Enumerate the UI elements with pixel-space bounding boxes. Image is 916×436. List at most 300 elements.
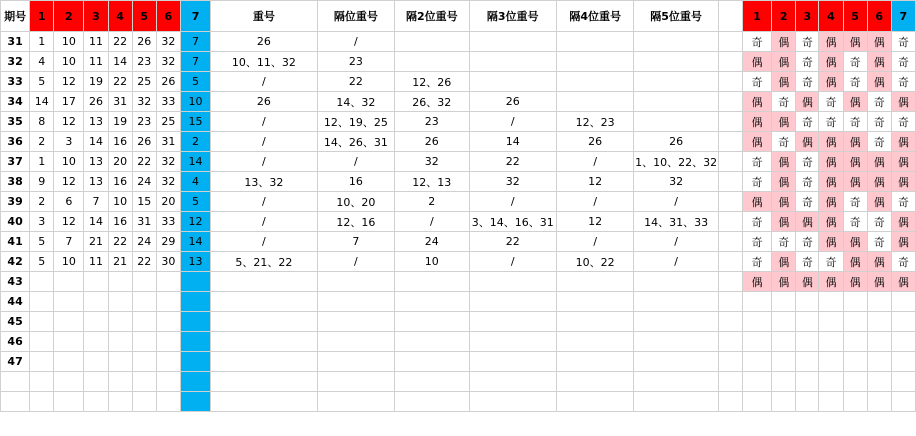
parity-cell[interactable]: [867, 392, 891, 412]
number-cell[interactable]: 4: [30, 52, 54, 72]
number-cell[interactable]: 16: [108, 132, 132, 152]
repeat-cell[interactable]: /: [211, 192, 318, 212]
number-cell[interactable]: 32: [132, 92, 156, 112]
parity-cell[interactable]: 奇: [819, 112, 843, 132]
parity-cell[interactable]: 偶: [867, 192, 891, 212]
parity-cell[interactable]: 偶: [891, 172, 915, 192]
parity-cell[interactable]: [867, 372, 891, 392]
number-cell[interactable]: 32: [156, 52, 180, 72]
parity-cell[interactable]: 偶: [772, 152, 796, 172]
gap4-cell[interactable]: [556, 352, 633, 372]
gap4-cell[interactable]: [556, 272, 633, 292]
parity-cell[interactable]: 奇: [796, 172, 819, 192]
number-cell[interactable]: 24: [132, 172, 156, 192]
parity-cell[interactable]: 偶: [772, 252, 796, 272]
parity-cell[interactable]: 偶: [891, 92, 915, 112]
number-cell[interactable]: 8: [30, 112, 54, 132]
parity-cell[interactable]: 偶: [772, 32, 796, 52]
repeat-cell[interactable]: /: [211, 212, 318, 232]
gap4-cell[interactable]: /: [556, 192, 633, 212]
gap5-cell[interactable]: [634, 392, 718, 412]
number-cell[interactable]: 3: [54, 132, 84, 152]
gap3-cell[interactable]: [469, 32, 556, 52]
gap5-cell[interactable]: [634, 372, 718, 392]
parity-cell[interactable]: 奇: [742, 252, 771, 272]
gap4-cell[interactable]: [556, 372, 633, 392]
gap2-cell[interactable]: 12、13: [395, 172, 469, 192]
parity-cell[interactable]: 偶: [843, 32, 867, 52]
number-cell[interactable]: [54, 272, 84, 292]
number-cell[interactable]: 10: [108, 192, 132, 212]
parity-cell[interactable]: 偶: [891, 232, 915, 252]
number-cell[interactable]: 16: [108, 212, 132, 232]
number-cell[interactable]: 7: [84, 192, 108, 212]
blue-number-cell[interactable]: 12: [180, 212, 210, 232]
spacer-cell[interactable]: [718, 192, 742, 212]
parity-cell[interactable]: 奇: [843, 192, 867, 212]
parity-cell[interactable]: [772, 372, 796, 392]
gap4-cell[interactable]: [556, 312, 633, 332]
parity-cell[interactable]: [772, 392, 796, 412]
parity-cell[interactable]: [891, 352, 915, 372]
parity-cell[interactable]: [843, 332, 867, 352]
blue-number-cell[interactable]: [180, 292, 210, 312]
gap2-cell[interactable]: [395, 392, 469, 412]
parity-cell[interactable]: [772, 332, 796, 352]
number-cell[interactable]: 31: [132, 212, 156, 232]
parity-cell[interactable]: 偶: [867, 52, 891, 72]
gap5-cell[interactable]: [634, 352, 718, 372]
gap5-cell[interactable]: [634, 92, 718, 112]
parity-cell[interactable]: 奇: [796, 112, 819, 132]
gap2-cell[interactable]: 12、26: [395, 72, 469, 92]
number-cell[interactable]: [84, 352, 108, 372]
period-cell[interactable]: 42: [1, 252, 30, 272]
period-cell[interactable]: 31: [1, 32, 30, 52]
blue-number-cell[interactable]: 14: [180, 232, 210, 252]
number-cell[interactable]: 3: [30, 212, 54, 232]
number-cell[interactable]: [30, 352, 54, 372]
number-cell[interactable]: 29: [156, 232, 180, 252]
parity-cell[interactable]: 奇: [843, 52, 867, 72]
gap5-cell[interactable]: 26: [634, 132, 718, 152]
period-cell[interactable]: 37: [1, 152, 30, 172]
parity-cell[interactable]: 偶: [843, 272, 867, 292]
gap2-cell[interactable]: 26: [395, 132, 469, 152]
number-cell[interactable]: 31: [108, 92, 132, 112]
number-cell[interactable]: [108, 392, 132, 412]
repeat-cell[interactable]: [211, 392, 318, 412]
gap1-cell[interactable]: 14、26、31: [317, 132, 394, 152]
number-cell[interactable]: 11: [84, 52, 108, 72]
number-cell[interactable]: 17: [54, 92, 84, 112]
number-cell[interactable]: [132, 352, 156, 372]
number-cell[interactable]: [108, 312, 132, 332]
number-cell[interactable]: 9: [30, 172, 54, 192]
parity-cell[interactable]: 奇: [742, 32, 771, 52]
number-cell[interactable]: [30, 292, 54, 312]
parity-cell[interactable]: [843, 372, 867, 392]
parity-cell[interactable]: 偶: [742, 192, 771, 212]
number-cell[interactable]: 5: [30, 252, 54, 272]
number-cell[interactable]: 22: [108, 72, 132, 92]
number-cell[interactable]: [30, 312, 54, 332]
parity-cell[interactable]: [796, 372, 819, 392]
gap5-cell[interactable]: [634, 72, 718, 92]
blue-number-cell[interactable]: 4: [180, 172, 210, 192]
blue-number-cell[interactable]: [180, 372, 210, 392]
number-cell[interactable]: 25: [132, 72, 156, 92]
spacer-cell[interactable]: [718, 212, 742, 232]
parity-cell[interactable]: 奇: [819, 252, 843, 272]
parity-cell[interactable]: 奇: [796, 32, 819, 52]
period-cell[interactable]: 32: [1, 52, 30, 72]
gap4-cell[interactable]: [556, 72, 633, 92]
gap3-cell[interactable]: [469, 372, 556, 392]
parity-cell[interactable]: [796, 352, 819, 372]
parity-cell[interactable]: 偶: [819, 132, 843, 152]
number-cell[interactable]: [156, 272, 180, 292]
number-cell[interactable]: 13: [84, 172, 108, 192]
number-cell[interactable]: [54, 292, 84, 312]
parity-cell[interactable]: 偶: [843, 152, 867, 172]
number-cell[interactable]: 22: [132, 252, 156, 272]
gap2-cell[interactable]: /: [395, 212, 469, 232]
number-cell[interactable]: 32: [156, 32, 180, 52]
gap4-cell[interactable]: 12: [556, 212, 633, 232]
gap5-cell[interactable]: /: [634, 252, 718, 272]
number-cell[interactable]: 23: [132, 112, 156, 132]
gap3-cell[interactable]: [469, 272, 556, 292]
number-cell[interactable]: [30, 392, 54, 412]
parity-cell[interactable]: [742, 372, 771, 392]
number-cell[interactable]: 10: [54, 152, 84, 172]
number-cell[interactable]: 13: [84, 112, 108, 132]
spacer-cell[interactable]: [718, 32, 742, 52]
gap2-cell[interactable]: [395, 32, 469, 52]
blue-number-cell[interactable]: 10: [180, 92, 210, 112]
parity-cell[interactable]: 奇: [742, 172, 771, 192]
parity-cell[interactable]: 偶: [819, 72, 843, 92]
number-cell[interactable]: 10: [54, 32, 84, 52]
number-cell[interactable]: [54, 392, 84, 412]
parity-cell[interactable]: 偶: [819, 212, 843, 232]
repeat-cell[interactable]: [211, 332, 318, 352]
number-cell[interactable]: 12: [54, 212, 84, 232]
gap5-cell[interactable]: [634, 32, 718, 52]
parity-cell[interactable]: [891, 372, 915, 392]
number-cell[interactable]: 14: [84, 212, 108, 232]
parity-cell[interactable]: [867, 332, 891, 352]
gap1-cell[interactable]: [317, 372, 394, 392]
number-cell[interactable]: 21: [84, 232, 108, 252]
parity-cell[interactable]: 奇: [843, 212, 867, 232]
gap2-cell[interactable]: [395, 352, 469, 372]
gap3-cell[interactable]: [469, 392, 556, 412]
blue-number-cell[interactable]: 13: [180, 252, 210, 272]
number-cell[interactable]: 12: [54, 112, 84, 132]
gap3-cell[interactable]: 32: [469, 172, 556, 192]
parity-cell[interactable]: 奇: [891, 252, 915, 272]
number-cell[interactable]: [30, 372, 54, 392]
number-cell[interactable]: 1: [30, 152, 54, 172]
blue-number-cell[interactable]: 5: [180, 192, 210, 212]
gap4-cell[interactable]: [556, 332, 633, 352]
parity-cell[interactable]: [819, 332, 843, 352]
number-cell[interactable]: [156, 292, 180, 312]
spacer-cell[interactable]: [718, 372, 742, 392]
parity-cell[interactable]: [819, 292, 843, 312]
parity-cell[interactable]: 偶: [891, 212, 915, 232]
number-cell[interactable]: 14: [108, 52, 132, 72]
number-cell[interactable]: [84, 272, 108, 292]
period-cell[interactable]: 34: [1, 92, 30, 112]
number-cell[interactable]: [132, 272, 156, 292]
number-cell[interactable]: 25: [156, 112, 180, 132]
number-cell[interactable]: [54, 372, 84, 392]
gap3-cell[interactable]: /: [469, 252, 556, 272]
blue-number-cell[interactable]: 7: [180, 32, 210, 52]
repeat-cell[interactable]: /: [211, 152, 318, 172]
parity-cell[interactable]: 奇: [772, 92, 796, 112]
gap3-cell[interactable]: [469, 72, 556, 92]
gap4-cell[interactable]: 10、22: [556, 252, 633, 272]
number-cell[interactable]: 11: [84, 252, 108, 272]
repeat-cell[interactable]: [211, 272, 318, 292]
gap3-cell[interactable]: [469, 312, 556, 332]
number-cell[interactable]: 31: [156, 132, 180, 152]
number-cell[interactable]: 33: [156, 92, 180, 112]
number-cell[interactable]: 23: [132, 52, 156, 72]
number-cell[interactable]: [54, 332, 84, 352]
gap4-cell[interactable]: /: [556, 232, 633, 252]
blue-number-cell[interactable]: [180, 392, 210, 412]
parity-cell[interactable]: 偶: [867, 72, 891, 92]
parity-cell[interactable]: [742, 312, 771, 332]
gap1-cell[interactable]: 10、20: [317, 192, 394, 212]
spacer-cell[interactable]: [718, 232, 742, 252]
parity-cell[interactable]: 偶: [819, 172, 843, 192]
parity-cell[interactable]: [867, 292, 891, 312]
number-cell[interactable]: 15: [132, 192, 156, 212]
gap1-cell[interactable]: [317, 312, 394, 332]
number-cell[interactable]: 32: [156, 152, 180, 172]
repeat-cell[interactable]: [211, 292, 318, 312]
gap2-cell[interactable]: [395, 292, 469, 312]
parity-cell[interactable]: [742, 332, 771, 352]
number-cell[interactable]: 5: [30, 232, 54, 252]
gap2-cell[interactable]: 2: [395, 192, 469, 212]
gap1-cell[interactable]: /: [317, 32, 394, 52]
parity-cell[interactable]: 奇: [796, 192, 819, 212]
parity-cell[interactable]: 奇: [843, 72, 867, 92]
number-cell[interactable]: 20: [108, 152, 132, 172]
blue-number-cell[interactable]: [180, 332, 210, 352]
period-cell[interactable]: 40: [1, 212, 30, 232]
gap5-cell[interactable]: [634, 52, 718, 72]
number-cell[interactable]: [156, 392, 180, 412]
parity-cell[interactable]: 偶: [796, 92, 819, 112]
parity-cell[interactable]: [796, 312, 819, 332]
gap2-cell[interactable]: 32: [395, 152, 469, 172]
period-cell[interactable]: [1, 392, 30, 412]
parity-cell[interactable]: 偶: [819, 152, 843, 172]
number-cell[interactable]: 26: [84, 92, 108, 112]
gap3-cell[interactable]: [469, 292, 556, 312]
number-cell[interactable]: [132, 392, 156, 412]
number-cell[interactable]: 22: [132, 152, 156, 172]
gap1-cell[interactable]: 7: [317, 232, 394, 252]
period-cell[interactable]: 44: [1, 292, 30, 312]
number-cell[interactable]: 20: [156, 192, 180, 212]
gap3-cell[interactable]: 14: [469, 132, 556, 152]
parity-cell[interactable]: 偶: [819, 232, 843, 252]
number-cell[interactable]: 22: [108, 232, 132, 252]
number-cell[interactable]: [84, 332, 108, 352]
gap5-cell[interactable]: /: [634, 232, 718, 252]
number-cell[interactable]: [30, 272, 54, 292]
spacer-cell[interactable]: [718, 112, 742, 132]
number-cell[interactable]: 11: [84, 32, 108, 52]
parity-cell[interactable]: 奇: [819, 92, 843, 112]
gap4-cell[interactable]: 26: [556, 132, 633, 152]
parity-cell[interactable]: [772, 312, 796, 332]
number-cell[interactable]: 7: [54, 232, 84, 252]
number-cell[interactable]: 30: [156, 252, 180, 272]
parity-cell[interactable]: [742, 292, 771, 312]
spacer-cell[interactable]: [718, 132, 742, 152]
parity-cell[interactable]: 偶: [772, 172, 796, 192]
spacer-cell[interactable]: [718, 292, 742, 312]
number-cell[interactable]: [132, 372, 156, 392]
number-cell[interactable]: 14: [84, 132, 108, 152]
spacer-cell[interactable]: [718, 72, 742, 92]
gap5-cell[interactable]: [634, 112, 718, 132]
number-cell[interactable]: 24: [132, 232, 156, 252]
period-cell[interactable]: 46: [1, 332, 30, 352]
spacer-cell[interactable]: [718, 312, 742, 332]
gap3-cell[interactable]: /: [469, 192, 556, 212]
parity-cell[interactable]: 偶: [843, 172, 867, 192]
repeat-cell[interactable]: [211, 352, 318, 372]
parity-cell[interactable]: 偶: [819, 32, 843, 52]
parity-cell[interactable]: 偶: [796, 212, 819, 232]
gap4-cell[interactable]: [556, 92, 633, 112]
parity-cell[interactable]: 偶: [742, 272, 771, 292]
spacer-cell[interactable]: [718, 332, 742, 352]
parity-cell[interactable]: 偶: [867, 152, 891, 172]
parity-cell[interactable]: [796, 392, 819, 412]
number-cell[interactable]: [156, 352, 180, 372]
parity-cell[interactable]: 奇: [843, 112, 867, 132]
number-cell[interactable]: 21: [108, 252, 132, 272]
blue-number-cell[interactable]: 14: [180, 152, 210, 172]
number-cell[interactable]: 26: [132, 32, 156, 52]
gap1-cell[interactable]: 23: [317, 52, 394, 72]
parity-cell[interactable]: 偶: [819, 272, 843, 292]
number-cell[interactable]: [84, 372, 108, 392]
blue-number-cell[interactable]: 5: [180, 72, 210, 92]
spacer-cell[interactable]: [718, 252, 742, 272]
parity-cell[interactable]: 奇: [796, 152, 819, 172]
parity-cell[interactable]: [891, 392, 915, 412]
period-cell[interactable]: 39: [1, 192, 30, 212]
number-cell[interactable]: 14: [30, 92, 54, 112]
parity-cell[interactable]: 偶: [843, 232, 867, 252]
parity-cell[interactable]: [891, 312, 915, 332]
gap2-cell[interactable]: 24: [395, 232, 469, 252]
number-cell[interactable]: 5: [30, 72, 54, 92]
parity-cell[interactable]: 奇: [796, 72, 819, 92]
period-cell[interactable]: 47: [1, 352, 30, 372]
repeat-cell[interactable]: [211, 312, 318, 332]
gap1-cell[interactable]: /: [317, 252, 394, 272]
parity-cell[interactable]: [772, 352, 796, 372]
parity-cell[interactable]: 奇: [742, 152, 771, 172]
gap4-cell[interactable]: 12、23: [556, 112, 633, 132]
gap1-cell[interactable]: [317, 272, 394, 292]
gap1-cell[interactable]: /: [317, 152, 394, 172]
number-cell[interactable]: [156, 312, 180, 332]
blue-number-cell[interactable]: 15: [180, 112, 210, 132]
parity-cell[interactable]: 偶: [867, 172, 891, 192]
gap2-cell[interactable]: [395, 312, 469, 332]
parity-cell[interactable]: 偶: [891, 152, 915, 172]
parity-cell[interactable]: [843, 352, 867, 372]
parity-cell[interactable]: [819, 372, 843, 392]
repeat-cell[interactable]: 13、32: [211, 172, 318, 192]
parity-cell[interactable]: 偶: [819, 52, 843, 72]
parity-cell[interactable]: 奇: [867, 132, 891, 152]
gap2-cell[interactable]: [395, 372, 469, 392]
period-cell[interactable]: 41: [1, 232, 30, 252]
spacer-cell[interactable]: [718, 172, 742, 192]
repeat-cell[interactable]: 26: [211, 32, 318, 52]
gap5-cell[interactable]: [634, 312, 718, 332]
parity-cell[interactable]: 偶: [843, 132, 867, 152]
parity-cell[interactable]: [796, 332, 819, 352]
parity-cell[interactable]: 偶: [867, 272, 891, 292]
number-cell[interactable]: 19: [84, 72, 108, 92]
gap4-cell[interactable]: [556, 392, 633, 412]
parity-cell[interactable]: 偶: [772, 192, 796, 212]
spacer-cell[interactable]: [718, 52, 742, 72]
number-cell[interactable]: [156, 372, 180, 392]
number-cell[interactable]: 12: [54, 72, 84, 92]
gap5-cell[interactable]: /: [634, 192, 718, 212]
number-cell[interactable]: 2: [30, 132, 54, 152]
parity-cell[interactable]: 奇: [891, 112, 915, 132]
number-cell[interactable]: [30, 332, 54, 352]
parity-cell[interactable]: [843, 292, 867, 312]
parity-cell[interactable]: [742, 392, 771, 412]
parity-cell[interactable]: 奇: [796, 252, 819, 272]
parity-cell[interactable]: 偶: [742, 52, 771, 72]
parity-cell[interactable]: 奇: [772, 132, 796, 152]
parity-cell[interactable]: 奇: [891, 52, 915, 72]
spacer-cell[interactable]: [718, 272, 742, 292]
number-cell[interactable]: 10: [54, 252, 84, 272]
number-cell[interactable]: 26: [156, 72, 180, 92]
repeat-cell[interactable]: [211, 372, 318, 392]
number-cell[interactable]: [108, 272, 132, 292]
number-cell[interactable]: 22: [108, 32, 132, 52]
repeat-cell[interactable]: 26: [211, 92, 318, 112]
period-cell[interactable]: 33: [1, 72, 30, 92]
blue-number-cell[interactable]: [180, 272, 210, 292]
gap3-cell[interactable]: [469, 52, 556, 72]
parity-cell[interactable]: 偶: [742, 132, 771, 152]
